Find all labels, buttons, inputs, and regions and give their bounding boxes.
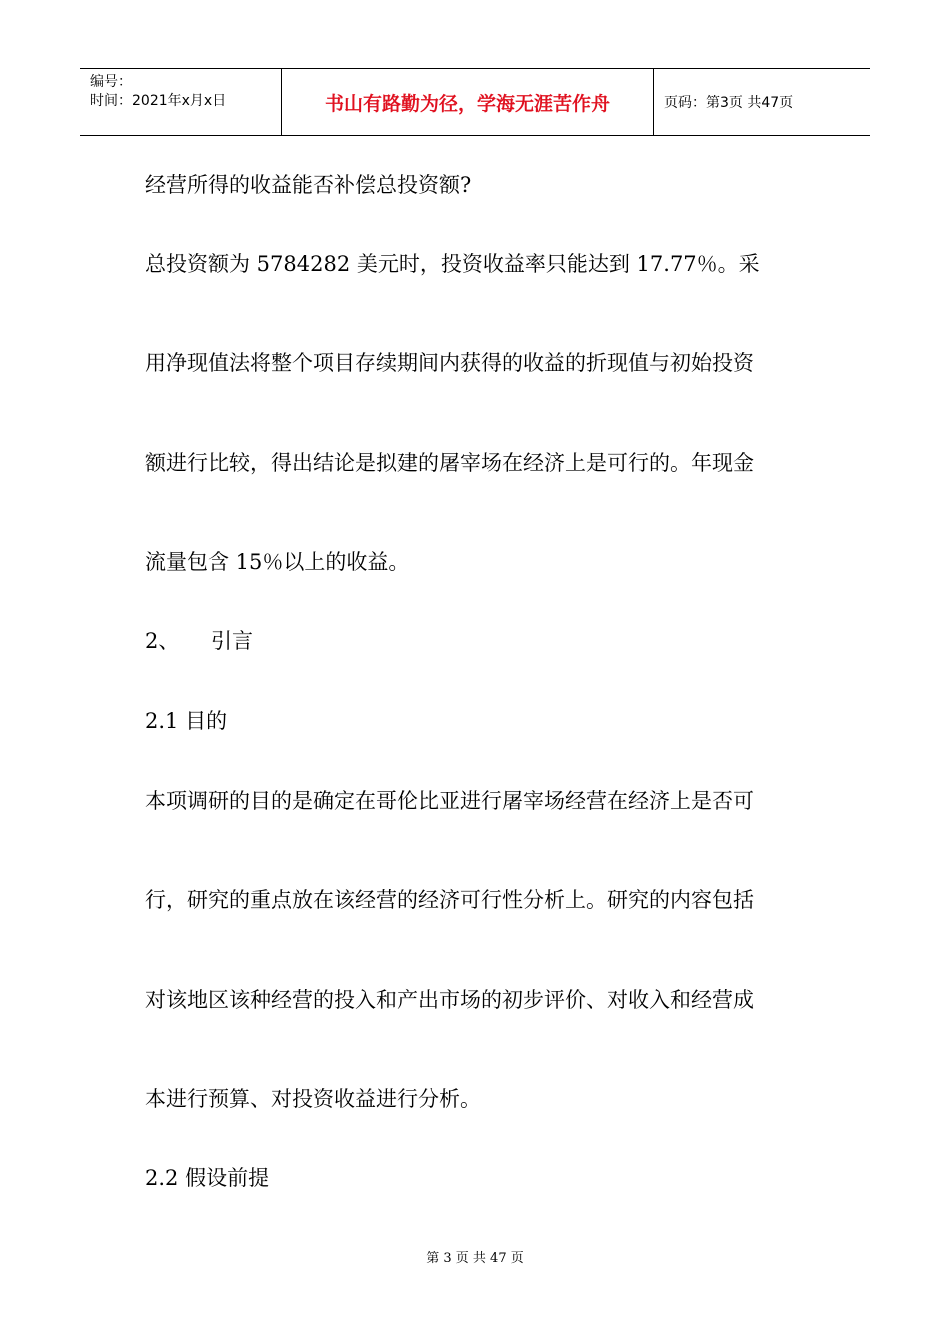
body-line: 用净现值法将整个项目存续期间内获得的收益的折现值与初始投资 xyxy=(145,351,754,375)
page-footer: 第 3 页 共 47 页 xyxy=(426,1251,524,1266)
section-heading-2-2: 2.2 假设前提 xyxy=(145,1166,270,1190)
body-line: 对该地区该种经营的投入和产出市场的初步评价、对收入和经营成 xyxy=(145,988,754,1012)
body-line: 行，研究的重点放在该经营的经济可行性分析上。研究的内容包括 xyxy=(145,888,754,912)
header-motto: 书山有路勤为径，学海无涯苦作舟 xyxy=(282,69,654,135)
body-line: 流量包含 15％以上的收益。 xyxy=(145,550,410,574)
document-date: 时间：2021年x月x日 xyxy=(90,93,227,109)
page-header xyxy=(80,68,870,136)
section-title: 引言 xyxy=(211,629,253,653)
section-heading-2-1: 2.1 目的 xyxy=(145,709,228,733)
body-line: 经营所得的收益能否补偿总投资额? xyxy=(145,173,472,197)
section-heading-2 xyxy=(145,628,825,654)
section-number: 2、 xyxy=(145,629,180,653)
body-line: 额进行比较，得出结论是拟建的屠宰场在经济上是可行的。年现金 xyxy=(145,451,754,475)
body-line: 总投资额为 5784282 美元时，投资收益率只能达到 17.77％。采 xyxy=(145,252,760,276)
header-page-info: 页码：第3页 共47页 xyxy=(664,95,794,111)
body-line: 本进行预算、对投资收益进行分析。 xyxy=(145,1087,481,1111)
body-line: 本项调研的目的是确定在哥伦比亚进行屠宰场经营在经济上是否可 xyxy=(145,789,754,813)
document-number-label: 编号： xyxy=(90,74,132,90)
header-meta xyxy=(80,69,282,135)
